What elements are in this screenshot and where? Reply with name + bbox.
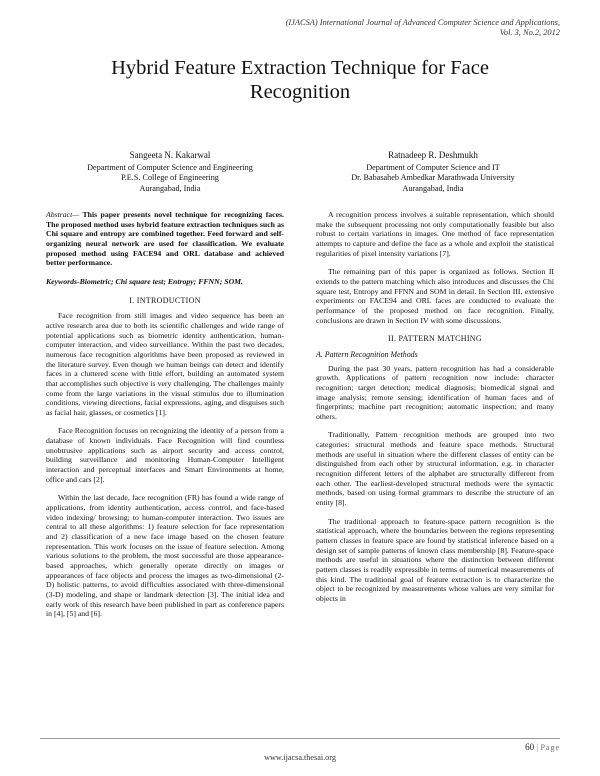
left-column	[46, 210, 284, 628]
author-college: Dr. Babasaheb Ambedkar Marathwada University	[351, 173, 515, 182]
right-column	[316, 210, 554, 613]
author-name: Sangeeta N. Kakarwal	[129, 150, 211, 160]
pattern-paragraph-2: Traditionally, Pattern recognition methods are grouped into two categories: structural methods and feature space methods. Structural methods are useful in situation where the different classes of entity can be distinguished from each other by structural information, e.g. in character recognition different letters of the alphabet are structurally different from each other. The earliest-developed structural methods were the syntactic methods, based on using formal grammars to describe the structure of an entity [8].	[316, 430, 554, 508]
footer-site: www.ijacsa.thesai.org	[264, 753, 336, 762]
keywords: Keywords-Biometric; Chi square test; Entropy; FFNN; SOM.	[46, 276, 243, 286]
author-name: Ratnadeep R. Deshmukh	[388, 150, 478, 160]
pattern-paragraph-3: The traditional approach to feature-space pattern recognition is the statistical approach, where the boundaries between the regions representing pattern classes in feature space are found by statistical inference based on a design set of sample patterns of known class membership [8]. Feature-space methods are useful in situations where the distinction between different pattern classes is readily expressible in terms of numerical measurements of this kind. The traditional goal of feature extraction is to characterize the object to be recognized by measurements whose values are very similar for objects in	[316, 516, 554, 603]
right-paragraph-2: The remaining part of this paper is organized as follows. Section II extends to the pattern matching which also introduces and discusses the Chi square test, Entropy and FFNN and SOM in detail. In Section III, extensive experiments on FACE94 and ORL faces are conducted to evaluate the performance of the proposed method on face recognition. Finally, conclusions are drawn in Section IV with some discussions.	[316, 267, 554, 325]
title-line-1: Hybrid Feature Extraction Technique for Face	[111, 57, 489, 79]
title-line-2: Recognition	[249, 81, 351, 103]
author-block-1	[55, 150, 285, 194]
footer-divider	[40, 738, 560, 739]
page-separator: |	[536, 742, 539, 752]
paper-title	[30, 56, 570, 104]
journal-line-1: (IJACSA) International Journal of Advanced Computer Science and Applications,	[285, 18, 560, 27]
author-city: Aurangabad, India	[139, 183, 201, 193]
journal-header	[230, 18, 560, 38]
author-college: P.E.S. College of Engineering	[121, 173, 219, 182]
intro-paragraph-2: Face Recognition focuses on recognizing the identity of a person from a database of known individuals. Face Recognition will find countless unobtrusive applications such as airport security and access control, building surveillance and monitoring Human-Computer Intelligent interaction and perceptual interfaces and Smart Environments at home, office and cars [2].	[46, 426, 284, 484]
right-paragraph-1: A recognition process involves a suitable representation, which should make the subsequent processing not only computationally feasible but also robust to certain variations in images. One method of face representation attempts to capture and define the face as a whole and exploit the statistical regularities of pixel intensity variations [7].	[316, 210, 554, 258]
intro-paragraph-3: Within the last decade, face recognition (FR) has found a wide range of applications, from identity authentication, access control, and face-based video indexing/ browsing; to human-computer interaction. Two issues are central to all these algorithms: 1) feature selection for face representation and 2) classification of a new face image based on the chosen feature representation. This work focuses on the issue of feature selection. Among various solutions to the problem, the most successful are those appearance-based approaches, which generally operate directly on images or appearances of face objects and process the images as two-dimensional (2-D) holistic patterns, to avoid difficulties associated with three-dimensional (3-D) modeling, and shape or landmark detection [3]. The initial idea and early work of this research have been published in part as conference papers in [4], [5] and [6].	[46, 493, 284, 619]
author-block-2	[318, 150, 548, 194]
section-heading-pattern-matching: II. PATTERN MATCHING	[388, 334, 482, 344]
author-dept: Department of Computer Science and Engineering	[87, 162, 253, 172]
page-number-value: 60	[525, 742, 535, 752]
section-heading-introduction: I. INTRODUCTION	[129, 295, 201, 305]
author-city: Aurangabad, India	[402, 183, 464, 193]
journal-line-2: Vol. 3, No.2, 2012	[499, 28, 560, 37]
abstract-lead: Abstract—	[46, 210, 80, 219]
abstract-text: This paper presents novel technique for recognizing faces. The proposed method uses hybrid feature extraction techniques such as Chi square and entropy are combined together. Feed forward and self-organizing neural network are used for classification. We evaluate proposed method using FACE94 and ORL database and achieved better performance.	[46, 210, 284, 268]
intro-paragraph-1: Face recognition from still images and video sequence has been an active research area due to both its scientific challenges and wide range of potential applications such as biometric identity authentication, human-computer interaction, and video surveillance. Within the past two decades, numerous face recognition algorithms have been proposed as reviewed in the literature survey. Even though we human beings can detect and identify faces in a cluttered scene with little effort, building an automated system that accomplishes such objective is very challenging. The challenges mainly come from the large variations in the visual stimulus due to illumination conditions, viewing directions, facial expressions, aging, and disguises such as facial hair, glasses, or cosmetics [1].	[46, 311, 284, 417]
pattern-paragraph-1: During the past 30 years, pattern recognition has had a considerable growth. Applications of pattern recognition now include: character recognition; target detection; medical diagnosis; biomedical signal and image analysis; remote sensing; identification of human faces and of fingerprints; machine part recognition; automatic inspection; and many others.	[316, 363, 554, 421]
subsection-heading: A. Pattern Recognition Methods	[316, 349, 418, 359]
author-dept: Department of Computer Science and IT	[366, 162, 500, 172]
page-label: Page	[540, 743, 560, 752]
page-number	[475, 742, 560, 752]
abstract	[46, 210, 284, 268]
